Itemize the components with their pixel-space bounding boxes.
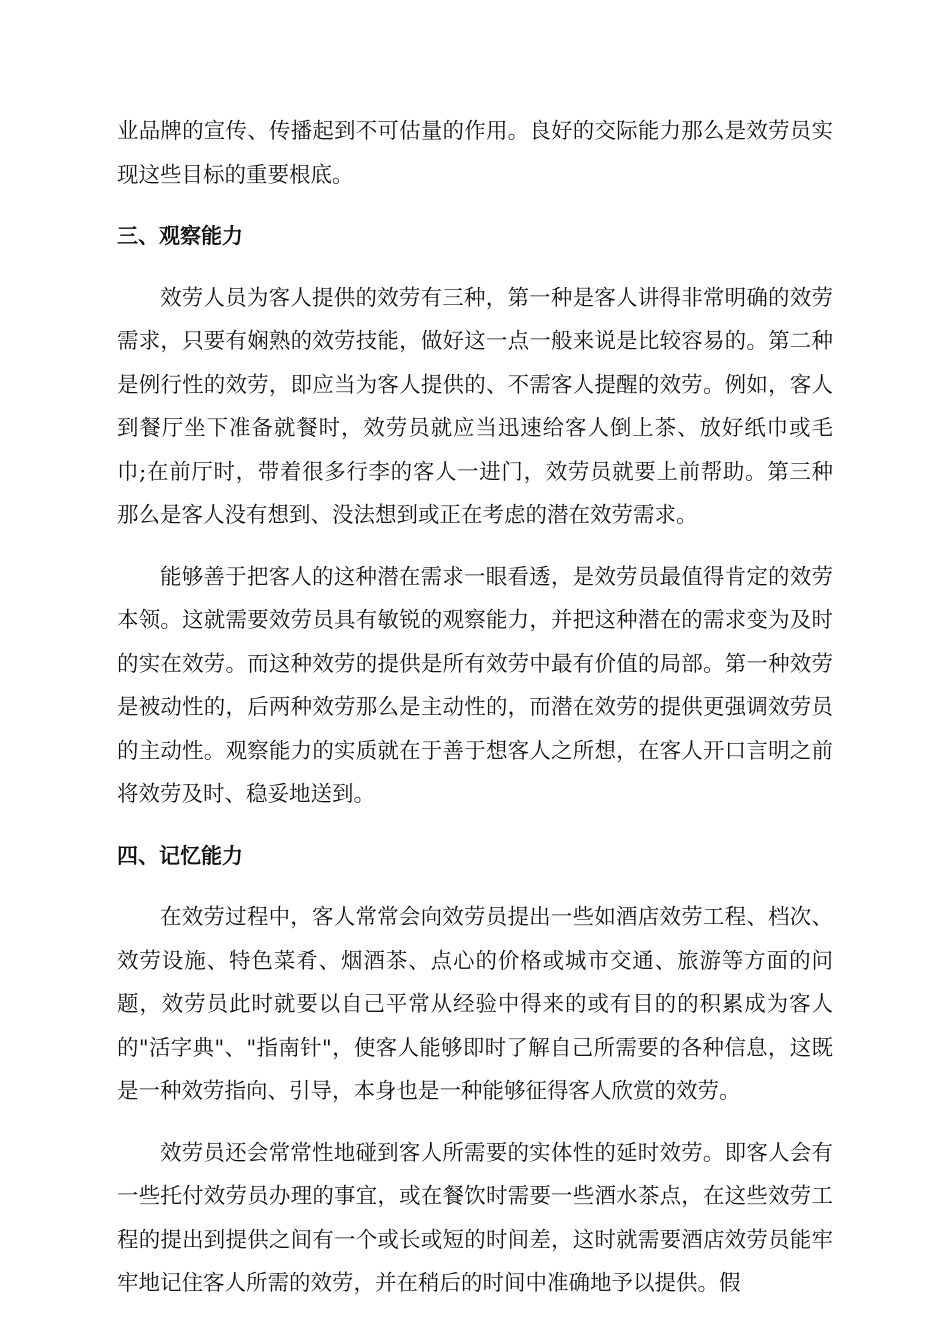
section-heading-observation: 三、观察能力 — [117, 224, 243, 248]
paragraph-service-types: 效劳人员为客人提供的效劳有三种，第一种是客人讲得非常明确的效劳需求，只要有娴熟的效劳技能，做好这一点一般来说是比较容易的。第二种是例行性的效劳，即应当为客人提供的、不需客人提醒的效劳。例如，客人到餐厅坐下准备就餐时，效劳员就应当迅速给客人倒上茶、放好纸巾或毛巾;在前厅时，带着很多行李的客人一进门，效劳员就要上前帮助。第三种那么是客人没有想到、没法想到或正在考虑的潜在效劳需求。 — [117, 285, 833, 528]
paragraph-observation-skill: 能够善于把客人的这种潜在需求一眼看透，是效劳员最值得肯定的效劳本领。这就需要效劳员具有敏锐的观察能力，并把这种潜在的需求变为及时的实在效劳。而这种效劳的提供是所有效劳中最有价值的局部。第一种效劳是被动性的，后两种效劳那么是主动性的，而潜在效劳的提供更强调效劳员的主动性。观察能力的实质就在于善于想客人之所想，在客人开口言明之前将效劳及时、稳妥地送到。 — [117, 564, 833, 807]
document-page — [117, 110, 833, 1306]
section-heading-memory: 四、记忆能力 — [117, 843, 243, 868]
paragraph-memory-questions: 在效劳过程中，客人常常会向效劳员提出一些如酒店效劳工程、档次、效劳设施、特色菜肴、烟酒茶、点心的价格或城市交通、旅游等方面的问题，效劳员此时就要以自己平常从经验中得来的或有目的的积累成为客人的"活字典"、"指南针"，使客人能够即时了解自己所需要的各种信息，这既是一种效劳指向、引导，本身也是一种能够征得客人欣赏的效劳。 — [117, 905, 833, 1104]
paragraph-delayed-service: 效劳员还会常常性地碰到客人所需要的实体性的延时效劳。即客人会有一些托付效劳员办理的事宜，或在餐饮时需要一些酒水茶点，在这些效劳工程的提出到提供之间有一个或长或短的时间差，这时就需要酒店效劳员能牢牢地记住客人所需的效劳，并在稍后的时间中准确地予以提供。假 — [117, 1140, 833, 1296]
paragraph-intro-continuation: 业品牌的宣传、传播起到不可估量的作用。良好的交际能力那么是效劳员实现这些目标的重要根底。 — [117, 119, 833, 188]
